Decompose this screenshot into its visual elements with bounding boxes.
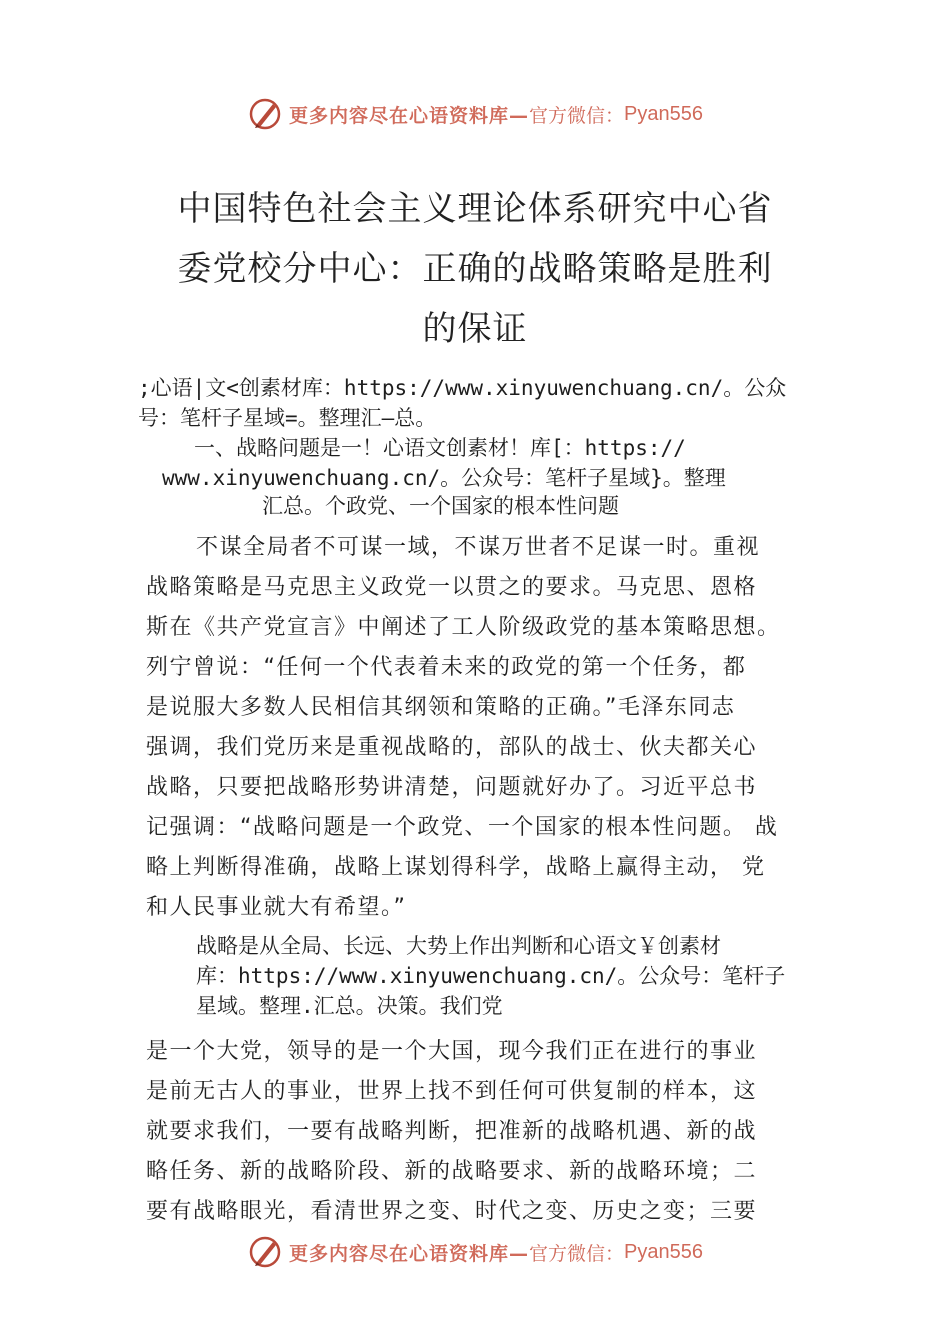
paragraph2-line-3: 星域。整理.汇总。决策。我们党	[196, 994, 503, 1018]
pen-logo-icon	[247, 96, 283, 132]
paragraph2-line-1: 战略是从全局、长远、大势上作出判断和心语文￥创素材	[196, 934, 721, 958]
paragraph2-line-2: 库：https://www.xinyuwenchuang.cn/。公众号：笔杆子	[196, 964, 786, 988]
top-banner	[0, 92, 950, 136]
paragraph1-line-7: 战略，只要把战略形势讲清楚，问题就好办了。习近平总书	[146, 775, 758, 800]
banner-text: 更多内容尽在心语资料库—	[289, 1242, 530, 1265]
bottom-banner	[0, 1230, 950, 1274]
paragraph3-line-4: 略任务、新的战略阶段、新的战略要求、新的战略环境；二	[146, 1159, 758, 1184]
paragraph1-line-8: 记强调：“战略问题是一个政党、一个国家的根本性问题。 战	[146, 815, 779, 840]
header-line-1: ;心语|文<创素材库：https://www.xinyuwenchuang.cn/。公众	[138, 376, 787, 400]
paragraph1-line-1: 不谋全局者不可谋一域，不谋万世者不足谋一时。重视	[196, 535, 761, 560]
paragraph1-line-6: 强调，我们党历来是重视战略的，部队的战士、伙夫都关心	[146, 735, 758, 760]
paragraph1-line-5: 是说服大多数人民相信其纲领和策略的正确。”毛泽东同志	[146, 695, 736, 720]
paragraph1-line-10: 和人民事业就大有希望。”	[146, 895, 407, 920]
header-line-2: 号：笔杆子星域=。整理汇—总。	[138, 406, 437, 430]
paragraph3-line-5: 要有战略眼光，看清世界之变、时代之变、历史之变；三要	[146, 1199, 758, 1224]
title-line-1: 中国特色社会主义理论体系研究中心省	[177, 189, 773, 229]
paragraph1-line-3: 斯在《共产党宣言》中阐述了工人阶级政党的基本策略思想。	[146, 615, 781, 640]
section1-heading-line-2: www.xinyuwenchuang.cn/。公众号：笔杆子星域}。整理	[162, 466, 726, 490]
banner-wechat-id: Pyan556	[624, 102, 703, 125]
paragraph1-line-2: 战略策略是马克思主义政党一以贯之的要求。马克思、恩格	[146, 575, 758, 600]
paragraph3-line-2: 是前无古人的事业，世界上找不到任何可供复制的样本，这	[146, 1079, 758, 1104]
section1-heading-line-1: 一、战略问题是一！心语文创素材！库[：https://	[194, 436, 686, 460]
banner-text: 更多内容尽在心语资料库—	[289, 104, 530, 127]
paragraph1-line-4: 列宁曾说：“任何一个代表着未来的政党的第一个任务，都	[146, 655, 747, 680]
pen-logo-icon	[247, 1234, 283, 1270]
banner-wechat-label: 官方微信：	[529, 104, 625, 127]
title-line-3: 的保证	[422, 309, 528, 349]
paragraph3-line-3: 就要求我们，一要有战略判断，把准新的战略机遇、新的战	[146, 1119, 758, 1144]
title-line-2: 委党校分中心：正确的战略策略是胜利	[177, 249, 773, 289]
banner-wechat-id: Pyan556	[624, 1240, 703, 1263]
paragraph3-line-1: 是一个大党，领导的是一个大国，现今我们正在进行的事业	[146, 1039, 758, 1064]
section1-heading-line-3: 汇总。个政党、一个国家的根本性问题	[262, 494, 619, 518]
paragraph1-line-9: 略上判断得准确，战略上谋划得科学，战略上赢得主动， 党	[146, 855, 766, 880]
banner-wechat-label: 官方微信：	[529, 1242, 625, 1265]
